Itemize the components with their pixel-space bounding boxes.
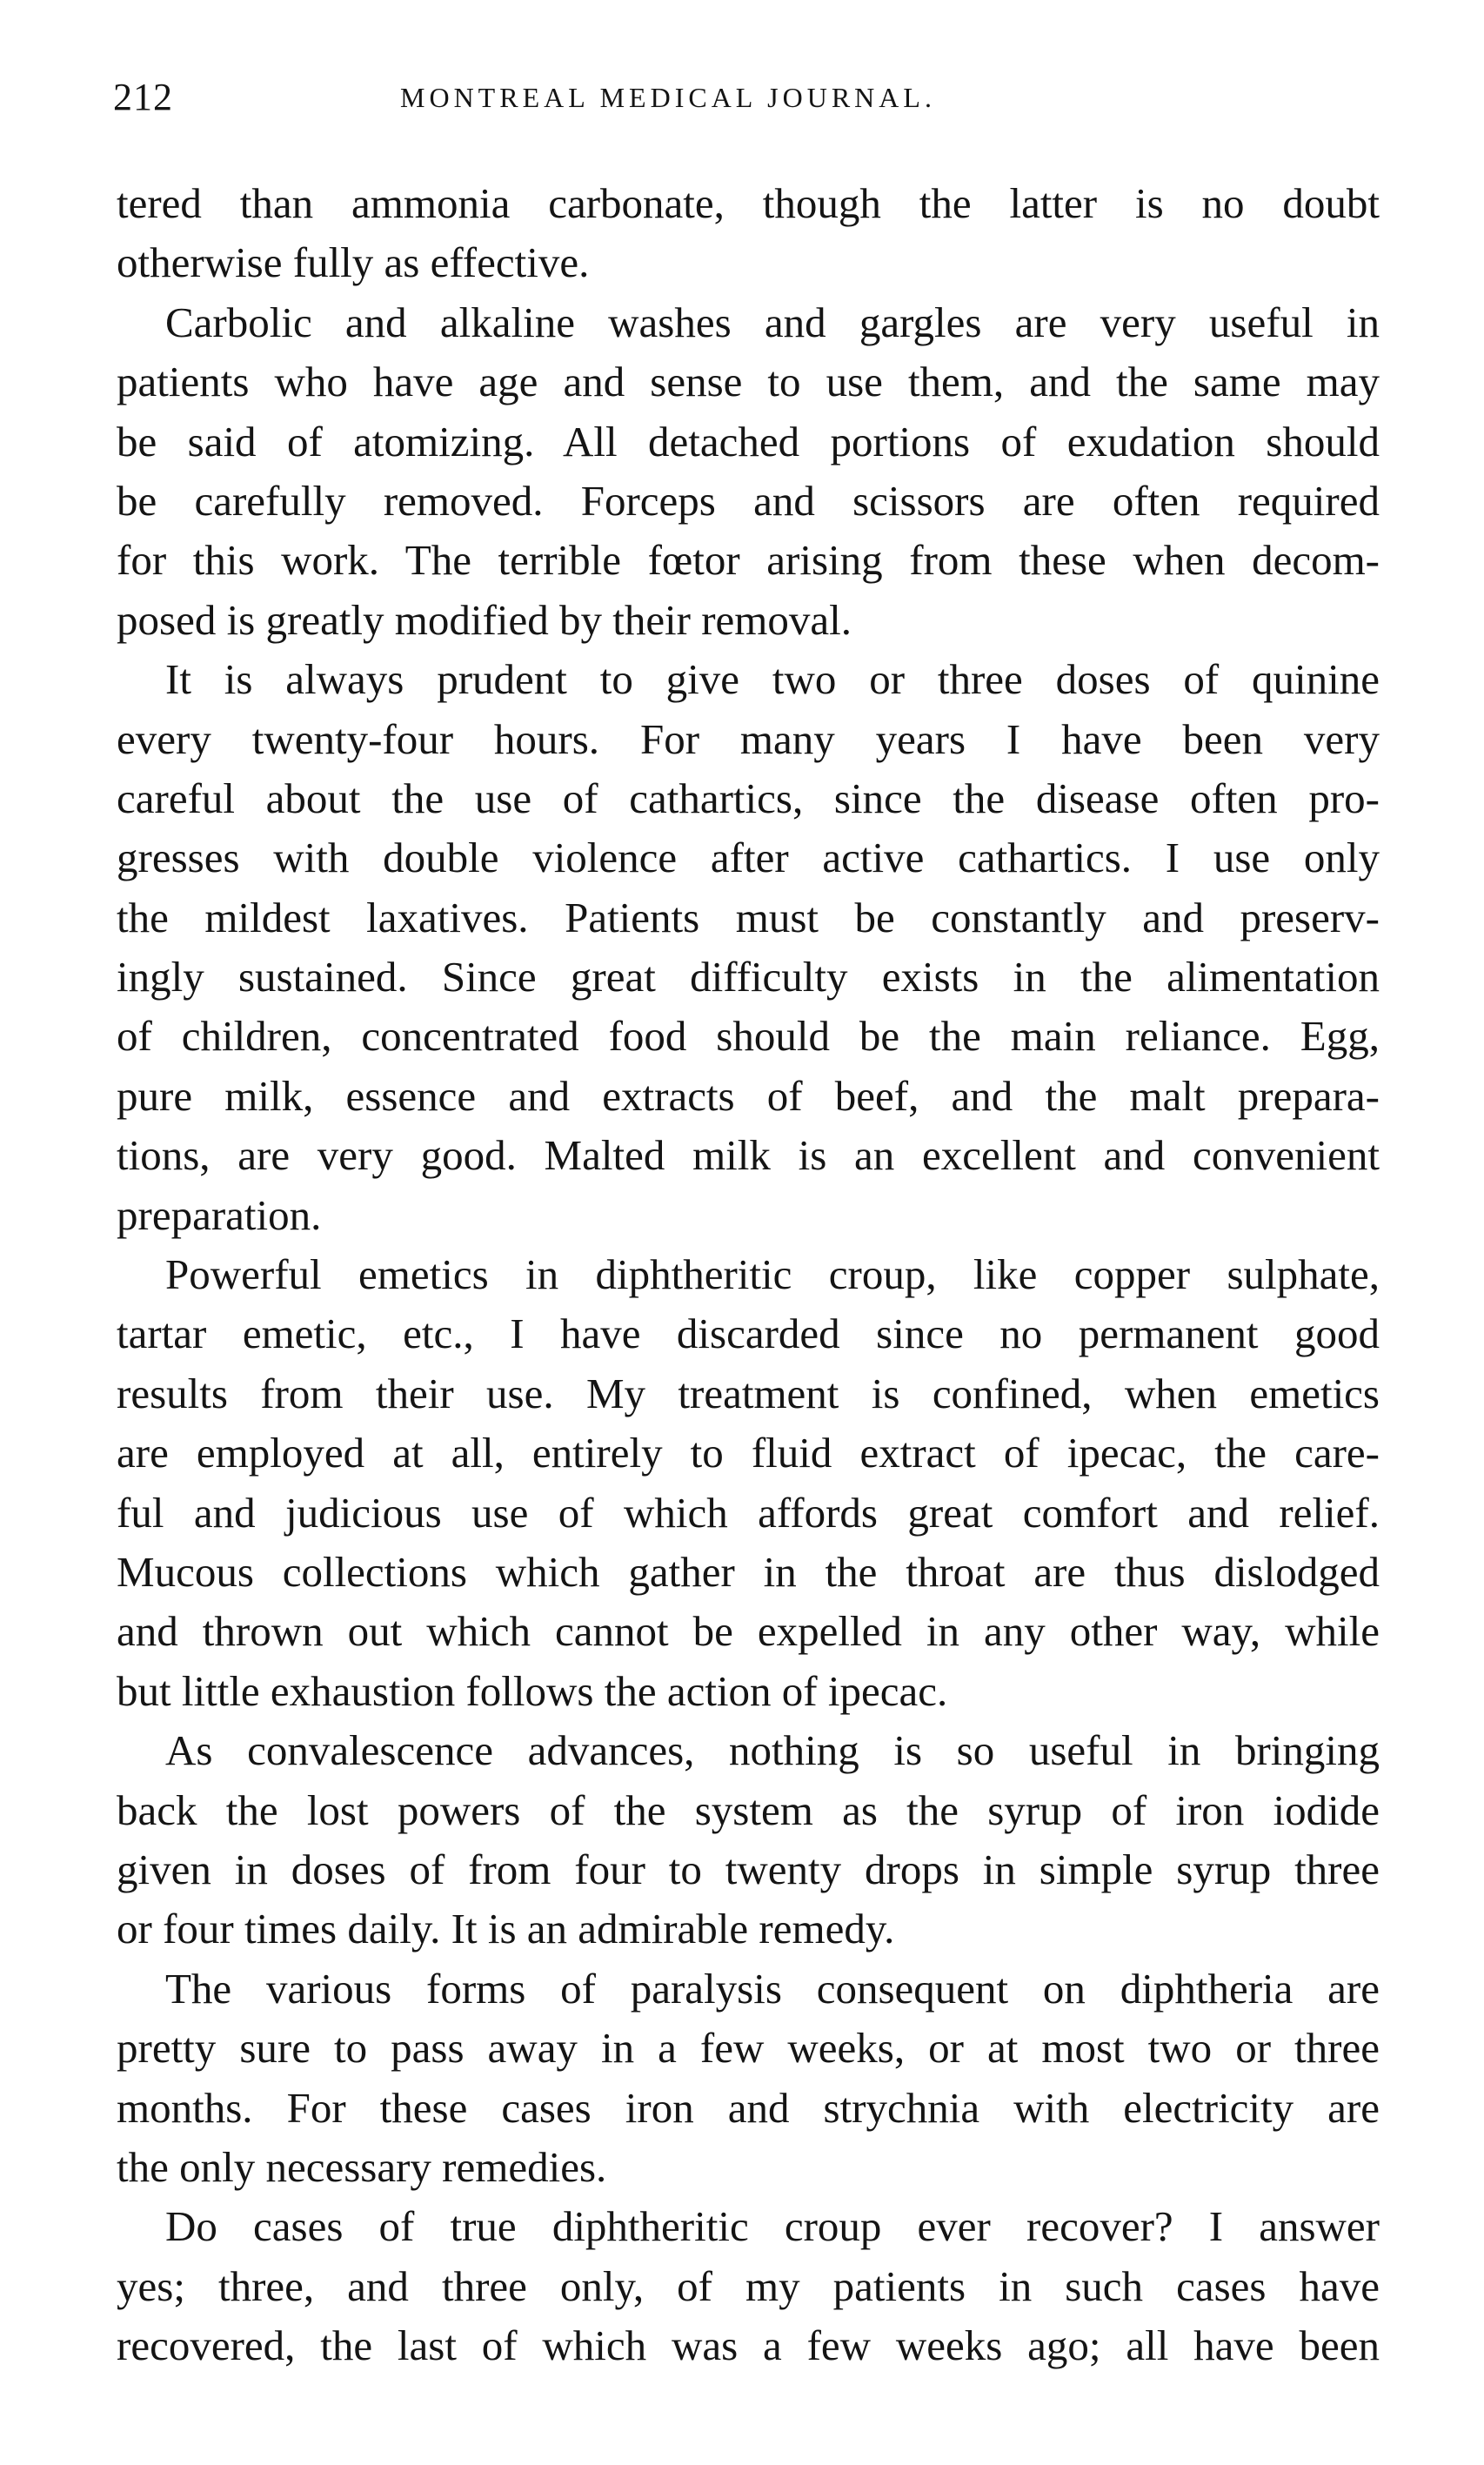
paragraph: [117, 174, 1380, 293]
text-line: Mucous collections which gather in the throat are thus dislodged: [117, 1547, 1380, 1596]
paragraph: [117, 1245, 1380, 1721]
text-line: pretty sure to pass away in a few weeks, or at most two or three: [117, 2024, 1380, 2073]
paragraph: [117, 1721, 1380, 1959]
paragraph: [117, 2197, 1380, 2375]
text-line: As convalescence advances, nothing is so useful in bringing: [165, 1726, 1380, 1775]
text-line: ingly sustained. Since great difficulty exists in the alimentation: [117, 953, 1380, 1001]
text-line: months. For these cases iron and strychnia with electricity are: [117, 2083, 1380, 2132]
text-line: careful about the use of cathartics, since the disease often pro-: [117, 774, 1380, 822]
text-line: Powerful emetics in diphtheritic croup, like copper sulphate,: [165, 1250, 1380, 1299]
text-line: yes; three, and three only, of my patients in such cases have: [117, 2261, 1380, 2310]
journal-title: MONTREAL MEDICAL JOURNAL.: [400, 82, 936, 113]
body-text: [117, 174, 1380, 2375]
text-line: preparation.: [117, 1190, 322, 1239]
text-line: tions, are very good. Malted milk is an excellent and convenient: [117, 1131, 1380, 1180]
text-line: the mildest laxatives. Patients must be constantly and preserv-: [117, 893, 1380, 941]
text-line: Do cases of true diphtheritic croup ever recover? I answer: [165, 2202, 1380, 2251]
text-line: It is always prudent to give two or three doses of quinine: [165, 655, 1380, 704]
text-line: Carbolic and alkaline washes and gargles are very useful in: [165, 298, 1380, 346]
text-line: are employed at all, entirely to fluid extract of ipecac, the care-: [117, 1429, 1380, 1477]
text-line: tartar emetic, etc., I have discarded since no permanent good: [117, 1310, 1380, 1358]
text-line: The various forms of paralysis consequent on diphtheria are: [165, 1964, 1380, 2013]
text-line: but little exhaustion follows the action of ipecac.: [117, 1666, 948, 1715]
text-line: or four times daily. It is an admirable remedy.: [117, 1905, 895, 1953]
text-line: ful and judicious use of which affords great comfort and relief.: [117, 1488, 1380, 1537]
text-line: for this work. The terrible fœtor arising from these when decom-: [117, 536, 1380, 585]
text-line: back the lost powers of the system as the syrup of iron iodide: [117, 1785, 1380, 1834]
running-head: [113, 75, 1383, 127]
text-line: and thrown out which cannot be expelled in any other way, while: [117, 1607, 1380, 1656]
text-line: the only necessary remedies.: [117, 2142, 607, 2191]
page-number: 212: [113, 76, 173, 118]
paragraph: [117, 293, 1380, 650]
text-line: posed is greatly modified by their removal.: [117, 595, 852, 644]
text-line: given in doses of from four to twenty drops in simple syrup three: [117, 1845, 1380, 1893]
text-line: be said of atomizing. All detached portions of exudation should: [117, 417, 1380, 466]
text-line: patients who have age and sense to use them, and the same may: [117, 358, 1380, 406]
text-line: be carefully removed. Forceps and scissors are often required: [117, 476, 1380, 525]
text-line: otherwise fully as effective.: [117, 238, 590, 287]
text-line: of children, concentrated food should be the main reliance. Egg,: [117, 1012, 1380, 1061]
text-line: tered than ammonia carbonate, though the latter is no doubt: [117, 179, 1380, 227]
text-line: results from their use. My treatment is confined, when emetics: [117, 1369, 1380, 1417]
paragraph: [117, 650, 1380, 1245]
text-line: pure milk, essence and extracts of beef, and the malt prepara-: [117, 1071, 1380, 1120]
text-line: gresses with double violence after active cathartics. I use only: [117, 834, 1380, 882]
text-line: recovered, the last of which was a few weeks ago; all have been: [117, 2321, 1380, 2370]
text-line: every twenty-four hours. For many years I have been very: [117, 714, 1380, 763]
paragraph: [117, 1959, 1380, 2198]
